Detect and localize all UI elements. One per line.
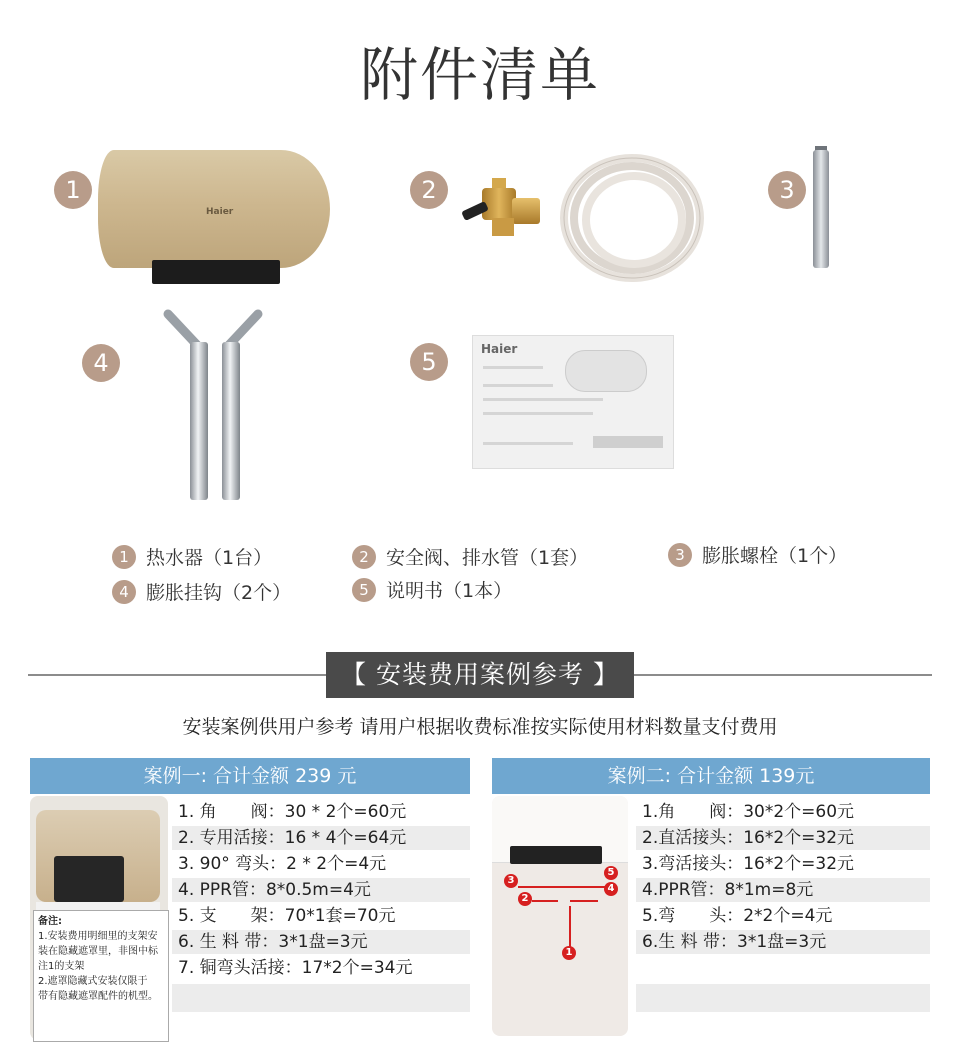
expansion-bolt-image xyxy=(813,150,829,268)
note-line: 带有隐藏遮罩配件的机型。 xyxy=(38,991,158,1002)
expansion-hooks-image xyxy=(160,306,270,506)
legend-item-3 xyxy=(668,541,847,568)
drain-pipe-coil xyxy=(556,148,708,288)
marker-line xyxy=(518,886,612,888)
number-badge-1: 1 xyxy=(54,171,92,209)
case2-item: 2.直活接头：16*2个=32元 xyxy=(636,826,930,850)
case1-item: 7. 铜弯头活接：17*2个=34元 xyxy=(178,958,413,978)
case1-item: 5. 支 架：70*1套=70元 xyxy=(178,906,396,926)
legend-badge: 1 xyxy=(112,545,136,569)
marker-3: 3 xyxy=(504,874,518,888)
legend-label: 膨胀螺栓（1个） xyxy=(702,545,848,567)
expansion-hook-left xyxy=(190,342,208,500)
safety-valve-outlet xyxy=(512,198,540,224)
heater-brand-logo: Haier xyxy=(206,207,234,217)
case2-item: 1.角 阀：30*2个=60元 xyxy=(642,802,855,822)
section-divider-right xyxy=(634,674,932,676)
case1-header: 案例一: 合计金额 239 元 xyxy=(30,758,470,794)
number-badge-2: 2 xyxy=(410,171,448,209)
case1-item: 6. 生 料 带：3*1盘=3元 xyxy=(172,930,470,954)
number-badge-5: 5 xyxy=(410,343,448,381)
case1-empty-row xyxy=(172,984,470,1012)
manual-heater-illustration xyxy=(565,350,647,392)
case2-item: 6.生 料 带：3*1盘=3元 xyxy=(636,930,930,954)
case1-item: 4. PPR管：8*0.5m=4元 xyxy=(172,878,470,902)
case1-item: 1. 角 阀：30 * 2个=60元 xyxy=(178,802,407,822)
marker-4: 4 xyxy=(604,882,618,896)
note-line: 装在隐藏遮罩里，非图中标 xyxy=(38,946,158,957)
case2-header: 案例二: 合计金额 139元 xyxy=(492,758,930,794)
number-badge-3: 3 xyxy=(768,171,806,209)
manual-brand-logo: Haier xyxy=(481,342,518,356)
note-line: 1.安装费用明细里的支架安 xyxy=(38,931,158,942)
case2-empty-row xyxy=(636,956,930,980)
marker-line xyxy=(570,900,598,902)
legend-badge: 2 xyxy=(352,545,376,569)
case2-empty-row xyxy=(636,984,930,1012)
legend-badge: 4 xyxy=(112,580,136,604)
marker-5: 5 xyxy=(604,866,618,880)
case2-photo xyxy=(492,796,628,1036)
legend-item-2 xyxy=(352,543,588,570)
legend-label: 安全阀、排水管（1套） xyxy=(386,547,589,569)
water-heater-image xyxy=(98,150,330,268)
legend-badge: 5 xyxy=(352,578,376,602)
legend-item-1 xyxy=(112,543,272,570)
case2-item: 5.弯 头：2*2个=4元 xyxy=(642,906,833,926)
safety-valve-image xyxy=(482,188,516,220)
section-subtitle: 安装案例供用户参考 请用户根据收费标准按实际使用材料数量支付费用 xyxy=(182,716,778,738)
case1-display-panel xyxy=(54,856,124,902)
case2-item: 4.PPR管：8*1m=8元 xyxy=(636,878,930,902)
case2-display-panel xyxy=(510,846,602,864)
case1-note-box xyxy=(33,910,169,1042)
safety-valve-inlet xyxy=(492,218,514,236)
marker-line xyxy=(532,900,558,902)
page-title: 附件清单 xyxy=(359,41,600,109)
legend-badge: 3 xyxy=(668,543,692,567)
marker-2: 2 xyxy=(518,892,532,906)
section-banner: 【 安装费用案例参考 】 xyxy=(326,652,634,698)
legend-item-4 xyxy=(112,578,291,605)
legend-label: 膨胀挂钩（2个） xyxy=(146,582,292,604)
section-divider-left xyxy=(28,674,326,676)
case2-item: 3.弯活接头：16*2个=32元 xyxy=(642,854,855,874)
note-title: 备注: xyxy=(38,916,62,927)
heater-control-panel xyxy=(152,260,280,284)
legend-label: 说明书（1本） xyxy=(386,580,513,602)
case1-item: 2. 专用活接：16 * 4个=64元 xyxy=(172,826,470,850)
legend-item-5 xyxy=(352,576,512,603)
instruction-manual-image xyxy=(472,335,674,469)
legend-label: 热水器（1台） xyxy=(146,547,273,569)
number-badge-4: 4 xyxy=(82,344,120,382)
marker-1: 1 xyxy=(562,946,576,960)
note-line: 2.遮罩隐藏式安装仅限于 xyxy=(38,976,148,987)
case1-item: 3. 90° 弯头：2 * 2个=4元 xyxy=(178,854,387,874)
expansion-hook-right xyxy=(222,342,240,500)
note-line: 注1的支架 xyxy=(38,961,85,972)
